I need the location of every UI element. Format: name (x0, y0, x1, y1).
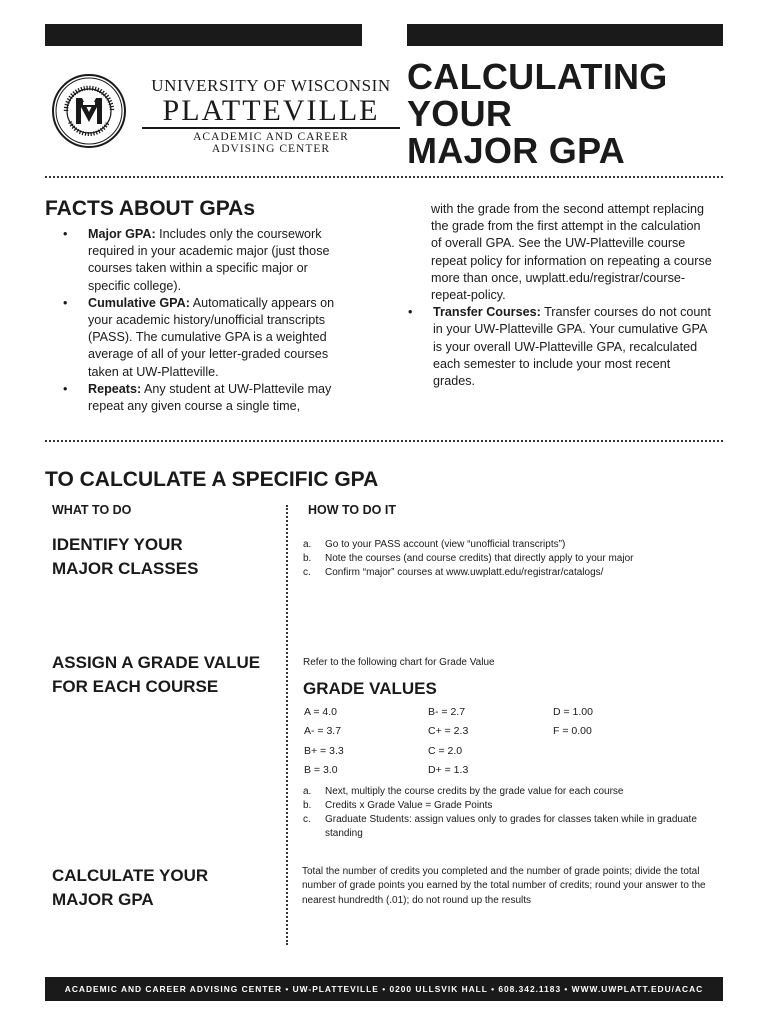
footer-contact-bar: ACADEMIC AND CAREER ADVISING CENTER • UW-PLATTEVILLE • 0200 ULLSVIK HALL • 608.342.1183 • WWW.UWPLATT.EDU/ACAC (45, 977, 723, 1001)
list-marker: b. (303, 553, 312, 564)
logo-line-university: UNIVERSITY OF WISCONSIN (151, 76, 391, 95)
grade-value: B+ = 3.3 (304, 745, 344, 757)
step-title-line: MAJOR CLASSES (52, 559, 199, 578)
grade-value: C = 2.0 (428, 745, 463, 757)
list-item (303, 566, 723, 580)
bullet: • (63, 381, 68, 396)
dotted-column-divider (286, 505, 288, 945)
list-marker: a. (303, 786, 312, 797)
fact-repeats-continued: with the grade from the second attempt replacing the grade from the first attempt in the calculation of overall GPA. See the UW-Platteville course repeat policy for information on repeating a course more than once, uwplatt.edu/registrar/course-repeat-policy. (431, 202, 712, 303)
list-marker: b. (303, 800, 312, 811)
title-line-1: CALCULATING (407, 56, 668, 97)
logo-divider (142, 127, 400, 129)
list-text: Go to your PASS account (view “unofficial transcripts”) (325, 539, 566, 550)
facts-list-left (63, 226, 350, 415)
fact-major-gpa (63, 226, 350, 295)
logo-line-platteville: PLATTEVILLE (162, 94, 380, 127)
step-calculate-title (52, 864, 282, 912)
bullet: • (63, 295, 68, 310)
grade-value: C+ = 2.3 (428, 725, 469, 737)
step-title-line: CALCULATE YOUR (52, 866, 209, 885)
fact-label: Major GPA: (88, 227, 156, 241)
list-item (303, 538, 723, 552)
facts-list-right (408, 201, 713, 390)
university-logo (52, 72, 391, 155)
fact-cumulative-gpa (63, 295, 350, 381)
column-header-what: WHAT TO DO (52, 503, 132, 517)
list-text: Credits x Grade Value = Grade Points (325, 800, 493, 811)
fact-repeats (63, 381, 350, 415)
fact-label: Repeats: (88, 381, 142, 396)
list-text: Confirm “major” courses at www.uwplatt.edu/registrar/catalogs/ (325, 567, 604, 578)
list-marker: c. (303, 814, 311, 825)
list-marker: a. (303, 539, 312, 550)
grade-value: A = 4.0 (304, 706, 337, 718)
grade-value: A- = 3.7 (304, 725, 342, 737)
list-item (303, 552, 723, 566)
grade-value: B = 3.0 (304, 764, 338, 776)
header-bar-left (45, 24, 362, 46)
identify-instructions (303, 538, 723, 580)
step-title-line: FOR EACH COURSE (52, 677, 219, 696)
calculate-instructions: Total the number of credits you completed and the number of grade points; divide the total number of grade points you earned by the total number of credits; round your answer to the nearest hundredth (.01); do not round up the results (302, 866, 706, 906)
grade-value: F = 0.00 (553, 725, 592, 737)
bullet: • (408, 305, 413, 320)
title-line-3: MAJOR GPA (407, 130, 626, 171)
grade-values-heading: GRADE VALUES (303, 679, 437, 698)
dotted-divider-middle (45, 440, 723, 442)
university-seal-icon (52, 72, 126, 150)
logo-subtitle-2: ADVISING CENTER (211, 142, 331, 155)
title-line-2: YOUR (407, 93, 513, 134)
dotted-divider-top (45, 176, 723, 178)
list-text: Next, multiply the course credits by the grade value for each course (325, 786, 624, 797)
grade-chart-reference: Refer to the following chart for Grade Value (303, 657, 495, 668)
step-title-line: ASSIGN A GRADE VALUE (52, 653, 261, 672)
column-header-how: HOW TO DO IT (308, 503, 396, 517)
fact-text: Automatically appears on your academic history/unofficial transcripts (PASS). The cumulative GPA is a weighted average of all of your letter-graded courses taken at UW-Platteville. (88, 295, 335, 379)
logo-subtitle-1: ACADEMIC AND CAREER (193, 130, 349, 143)
list-text: Note the courses (and course credits) that directly apply to your major (325, 553, 634, 564)
fact-label: Cumulative GPA: (88, 295, 190, 310)
document-title (407, 58, 727, 169)
bullet: • (63, 227, 68, 241)
list-item (303, 785, 723, 799)
assign-instructions (303, 785, 723, 841)
grade-value: B- = 2.7 (428, 706, 466, 718)
fact-text: Transfer courses do not count in your UW-Platteville GPA. Your cumulative GPA is your overall UW-Platteville GPA, recalculated each semester to include your most recent grades. (433, 305, 711, 389)
step-identify-title (52, 533, 282, 581)
fact-text: Any student at UW-Plattevile may repeat any given course a single time, (88, 381, 332, 414)
fact-text: Includes only the coursework required in your academic major (just those courses taken within a specific major or specific college). (88, 227, 330, 293)
fact-transfer-courses (408, 304, 713, 390)
step-title-line: MAJOR GPA (52, 890, 154, 909)
list-text: Graduate Students: assign values only to grades for classes taken while in graduate standing (325, 814, 697, 839)
step-title-line: IDENTIFY YOUR (52, 535, 183, 554)
header-bar-right (407, 24, 723, 46)
grade-value: D+ = 1.3 (428, 764, 469, 776)
fact-label: Transfer Courses: (433, 305, 541, 320)
calculate-heading: TO CALCULATE A SPECIFIC GPA (45, 468, 379, 491)
list-item (303, 813, 723, 841)
facts-heading: FACTS ABOUT GPAs (45, 197, 256, 220)
step-assign-title (52, 651, 282, 699)
list-marker: c. (303, 567, 311, 578)
list-item (303, 799, 723, 813)
grade-value: D = 1.00 (553, 706, 593, 718)
